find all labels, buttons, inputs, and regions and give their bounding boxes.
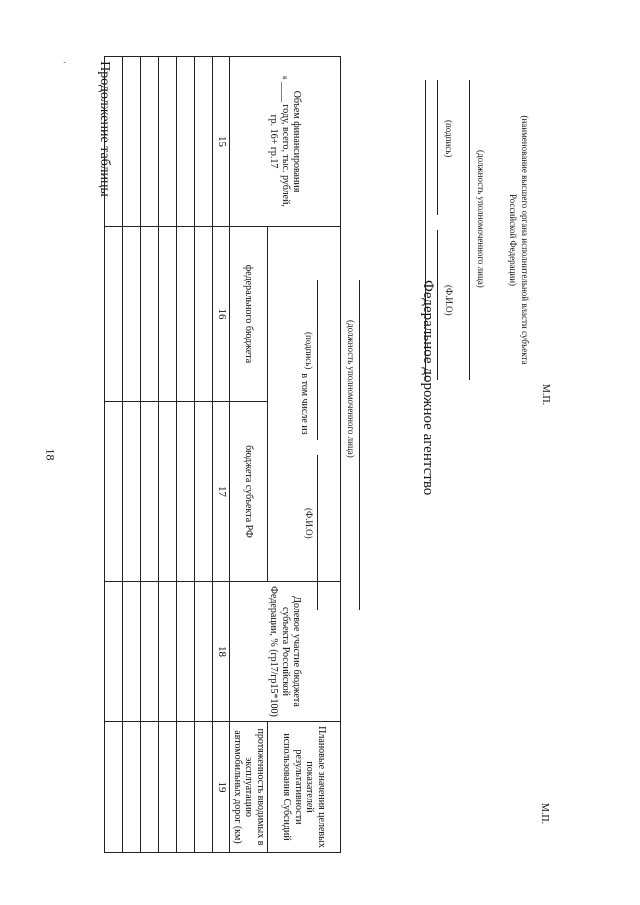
region-authority-line bbox=[425, 80, 426, 380]
document-mark: ' bbox=[58, 61, 68, 64]
col15-header: Объем финансирования в ____ году, всего, тыс. рублей, гр. 16+ гр.17 bbox=[230, 57, 341, 227]
agency-signature-line bbox=[317, 280, 318, 440]
table-row bbox=[177, 57, 195, 853]
agency-signature-block bbox=[276, 280, 436, 840]
col15-header-line2: году, всего, тыс. рублей, bbox=[280, 104, 291, 207]
column-number: 17 bbox=[213, 402, 230, 582]
col19-subheader: протяженность вводимых в эксплуатацию автомобильных дорог (км) bbox=[230, 722, 268, 853]
region-authority-caption: (наименование высшего органа исполнительной власти субъекта Российской Федерации) bbox=[508, 115, 530, 365]
region-position-line bbox=[469, 80, 470, 380]
agency-name-caption: (Ф.И.О) bbox=[304, 508, 314, 539]
column-number-row bbox=[213, 57, 230, 853]
page-number: 18 bbox=[43, 448, 58, 461]
column-number: 19 bbox=[213, 722, 230, 853]
column-number: 16 bbox=[213, 227, 230, 402]
col15-header-line1: Объем финансирования bbox=[291, 90, 303, 193]
table-row bbox=[195, 57, 213, 853]
region-signature-caption: (подпись) bbox=[444, 120, 454, 158]
col15-header-line3: гр. 16+ гр.17 bbox=[268, 114, 280, 169]
agency-title: Федеральное дорожное агентство bbox=[420, 280, 436, 496]
agency-stamp-label: М.П. bbox=[539, 803, 550, 825]
agency-signature-caption: (подпись) bbox=[304, 332, 314, 370]
agency-name-line bbox=[317, 455, 318, 610]
region-signature-block bbox=[420, 80, 530, 550]
region-position-caption: (должность уполномоченного лица) bbox=[476, 150, 486, 288]
col17-header: бюджета субъекта РФ bbox=[230, 402, 268, 582]
region-name-caption: (Ф.И.О) bbox=[444, 285, 454, 316]
col18-header: Долевое участие бюджета субъекта Российской Федерации, % (гр17/гр15*100) bbox=[230, 582, 341, 722]
group-header: в том числе из bbox=[268, 227, 341, 582]
region-name-line bbox=[437, 230, 438, 380]
col16-header: федерального бюджета bbox=[230, 227, 268, 402]
agency-position-line bbox=[359, 280, 360, 610]
table-row bbox=[159, 57, 177, 853]
table-row bbox=[123, 57, 141, 853]
agency-position-caption: (должность уполномоченного лица) bbox=[346, 320, 356, 458]
col15-prefix: в bbox=[281, 76, 289, 80]
region-signature-line bbox=[437, 80, 438, 215]
table-row bbox=[105, 57, 123, 853]
col19-header: Плановые значения целевых показателей результативности использования Субсидий bbox=[268, 722, 341, 853]
table-row bbox=[141, 57, 159, 853]
continuation-title: Продолжение таблицы bbox=[97, 61, 112, 197]
column-number: 15 bbox=[213, 57, 230, 227]
region-stamp-label: М.П. bbox=[540, 384, 551, 406]
column-number: 18 bbox=[213, 582, 230, 722]
